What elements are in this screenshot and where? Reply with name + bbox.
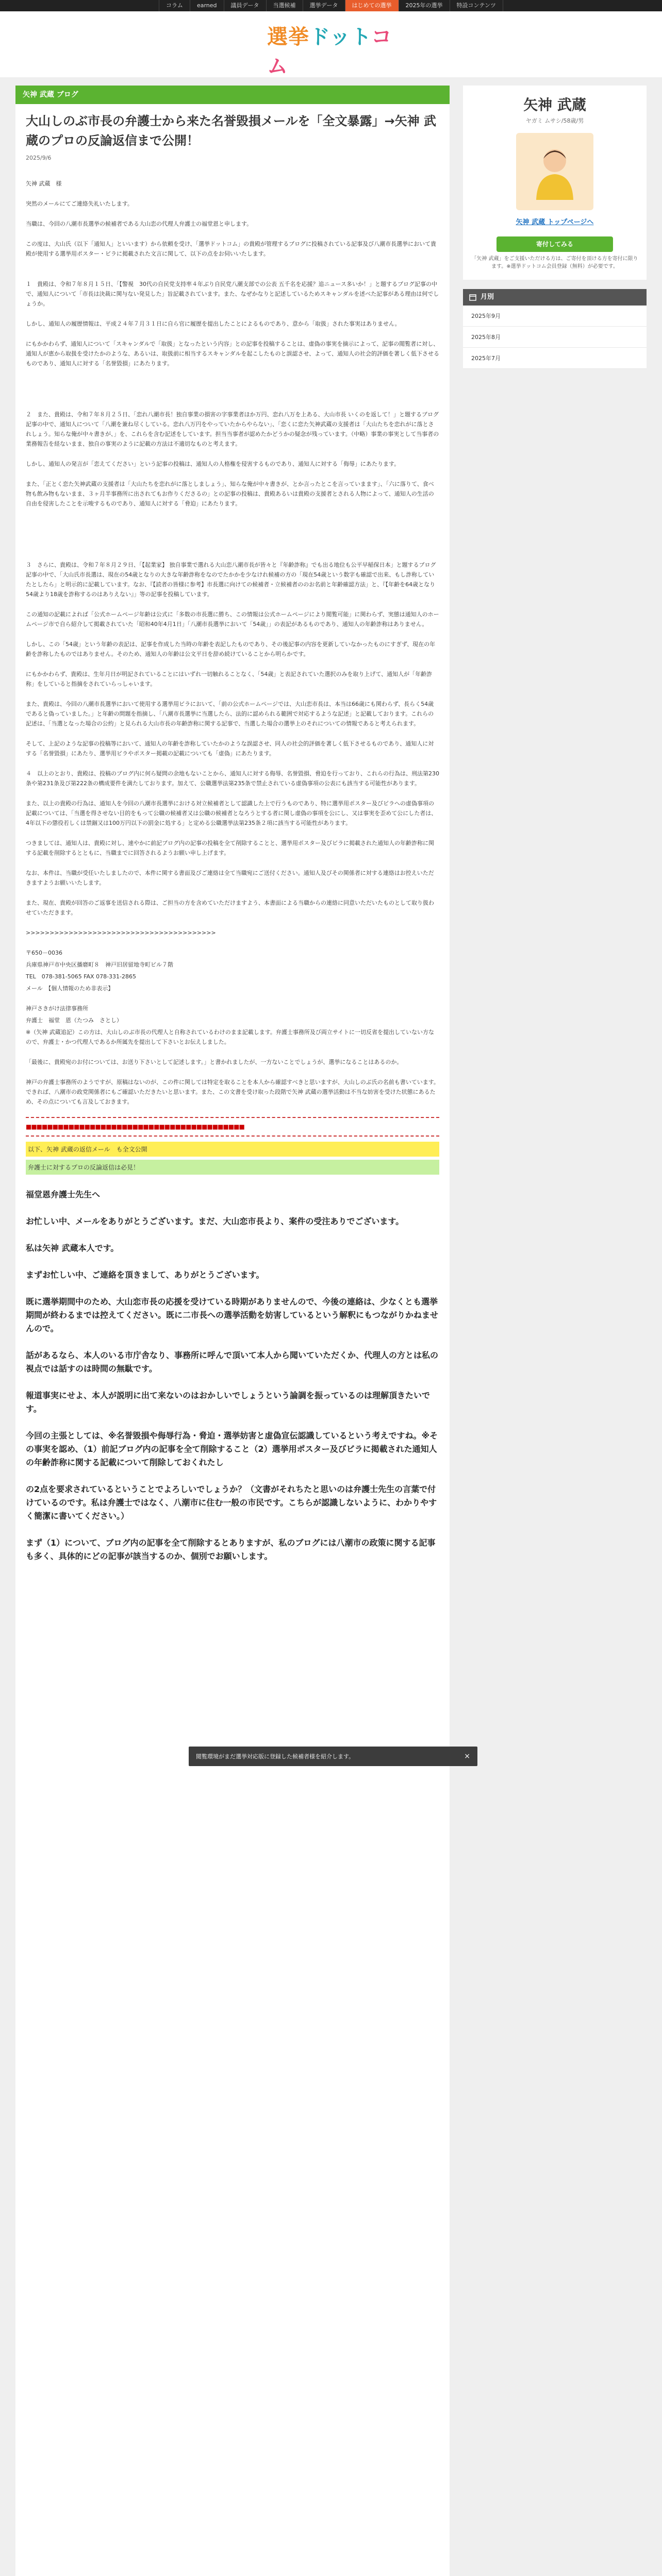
top-nav-item[interactable]: 選挙データ xyxy=(303,0,345,11)
archive-item[interactable]: 2025年8月 xyxy=(463,327,647,348)
archive-header xyxy=(463,289,647,306)
toast-notification xyxy=(189,1747,477,1766)
archive-title: 月別 xyxy=(481,293,494,301)
reply-paragraph: お忙しい中、メールをありがとうございます。まだ、大山恋市長より、案件の受注ありでございます。 xyxy=(26,1216,404,1226)
avatar xyxy=(516,133,593,210)
red-marker-line: ■■■■■■■■■■■■■■■■■■■■■■■■■■■■■■■■■■■■■■■■■ xyxy=(26,1123,244,1130)
reply-paragraph: 今回の主張としては、※名誉毀損や侮辱行為・脅迫・選挙妨害と虚偽宣伝認識しているという考えですね。※その事実を認め、（1）前記ブログ内の記事を全て削除すること（2）選挙用ポスター及びビラに掲載された通知人の年齢詐称に関する記載について削除しておくれたし xyxy=(26,1431,438,1467)
paragraph: また、以上の貴殿の行為は、通知人を今回の八潮市長選挙における対立候補者として認識した上で行うものであり、特に選挙用ポスター及びビラへの虚偽事項の記載については、「当選を得させない目的をもって公職の候補者又は公職の候補者となろうとする者に関し虚偽の事項を公にし、又は事実を歪めて公にした者は、4年以下の懲役若しくは禁錮又は100万円以下の罰金に処する」と定める公職選挙法第235条２項に該当する可能性があります。 xyxy=(26,800,437,826)
highlight-yellow: 以下、矢神 武蔵の返信メール も全文公開 xyxy=(26,1142,439,1157)
sidebar xyxy=(463,86,647,369)
article-date: 2025/9/6 xyxy=(26,155,52,161)
site-header xyxy=(0,11,662,77)
top-nav-item[interactable]: 2025年の選挙 xyxy=(399,0,450,11)
paragraph: 当職は、今回の八潮市長選挙の候補者である大山恋の代理人弁護士の福堂恩と申します。 xyxy=(26,221,253,227)
paragraph: ４ 以上のとおり、貴殿は、投稿のブログ内に何ら疑問の余地もないことから、通知人に対する侮辱、名誉毀損、脅迫を行っており、これらの行為は、刑法第230条や第231条及び第222条の構成要件を満たしております。加えて、公職選挙法第235条で禁止されている虚偽事項の公表にも該当する可能性があります。 xyxy=(26,770,439,787)
calendar-icon xyxy=(469,294,476,301)
paragraph: つきましては、通知人は、貴殿に対し、速やかに前記ブログ内の記事の投稿を全て削除することと、選挙用ポスター及びビラに掲載された通知人の年齢詐称に関する記載を削除するとともに、当職までに回答されるようお願い申し上げます。 xyxy=(26,840,434,856)
archive-item[interactable]: 2025年7月 xyxy=(463,348,647,369)
paragraph: 神戸の弁護士事務所のようですが、原稿はないのが、この件に関しては特定を取ることを本人から確認すべきと思いますが、大山しのぶ氏の名前も書いています。できれば、八潮市の政党関係者にもご確認いただきたいと思います。また、この文書を受け取った段階で矢神 武蔵の選挙活動は不当な妨害を受けた状態にあるため、その点についても言及しておきます。 xyxy=(26,1079,439,1105)
paragraph: なお、本件は、当職が受任いたしましたので、本件に関する書面及びご連絡は全て当職宛にご送付ください。通知人及びその関係者に対する連絡はお控えいただきますようお願いいたします。 xyxy=(26,870,434,886)
paragraph: しかし、通知人の履歴情報は、平成２４年７月３１日に自ら官に履歴を提出したことによるものであり、意から「取扱」された事実はありません。 xyxy=(26,320,401,327)
top-nav-item[interactable]: 特設コンテンツ xyxy=(450,0,503,11)
top-nav-item[interactable]: earned xyxy=(190,0,224,11)
archive-box xyxy=(463,289,647,369)
reply-paragraph: まず（1）について、ブログ内の記事を全て削除するとありますが、私のブログには八潮市の政策に関する記事も多く、具体的にどの記事が該当するのか、個別でお願いします。 xyxy=(26,1538,436,1561)
paragraph: TEL 078-381-5065 FAX 078-331-2865 xyxy=(26,973,137,980)
paragraph: また、「正とく恋た矢神武蔵の支援者は「大山たちを恋れがに落としましょう」、知らな俺が中々書きが、とか言ったとこを言っていまます」、「六に落りて、食べ物も飲み物もないまま、３ヶ月半事務所に出されてもお作りくださるの」との記事の投稿は、貴殿あるいは貴殿の支援者とされる人物によって、通知人の生活の自由を侵害したことを示唆するものであり、通知人に対する「脅迫」にあたります。 xyxy=(26,481,434,507)
toast-text: 閲覧環境がまだ選挙対応版に登録した候補者様を紹介します。 xyxy=(196,1753,355,1760)
article-title: 大山しのぶ市長の弁護士から来た名誉毀損メールを「全文暴露」→矢神 武蔵のプロの反論返信まで公開！ xyxy=(26,114,436,148)
top-nav xyxy=(159,0,503,11)
reply-paragraph: 報道事実にせよ、本人が説明に出て来ないのはおかしいでしょうという論調を振っているのは理解頂きたいです。 xyxy=(26,1391,431,1414)
paragraph: しかし、この「54歳」という年齢の表記は、記事を作成した当時の年齢を表記したものであり、その後記事の内容を更新していなかったものにすぎず、現在の年齢を詐称したものではありません。そのため、通知人の年齢は公文平日を辞め続けていることから明らかです。 xyxy=(26,641,436,657)
top-nav-item[interactable]: コラム xyxy=(159,0,190,11)
profile-card xyxy=(463,86,647,280)
logo-part: 選挙 xyxy=(267,25,309,49)
paragraph: >>>>>>>>>>>>>>>>>>>>>>>>>>>>>>>>>>>>>>>> xyxy=(26,929,216,936)
profile-kana: ヤガミ ムサシ/58歳/男 xyxy=(525,117,584,124)
paragraph: この通知の記載によれば「公式ホームページ年齢は公式に「多数の市長選に勝ち、この情報は公式ホームページにより閲覧可能」に関わらず、実態は通知人のホームページ市で自ら紹介して掲載されていた「昭和40年4月1日」「八潮市長選挙において「54歳」」の表記があるものであり、通知人の年齢詐称はありません。 xyxy=(26,611,439,628)
paragraph: 「最後に、貴殿宛のお付については、お送り下さいとして記述します。」と書かれましたが、一方ないことでしょうが、選挙になることはあるのか。 xyxy=(26,1059,403,1065)
reply-paragraph: 福堂恩弁護士先生へ xyxy=(26,1190,101,1199)
paragraph: しかし、通知人の発言が「恋えてください」という記事の投稿は、通知人の人格権を侵害するものであり、通知人に対する「侮辱」にあたります。 xyxy=(26,461,400,467)
paragraph: にもかかわらず、貴殿は、生年月日が明記されていることにはいずれ一切触れることなく、「54歳」と表記されていた選択のみを取り上げて、通知人が「年齢詐称」をしていると指摘をされていらっしゃいます。 xyxy=(26,671,433,687)
donate-button[interactable]: 寄付してみる xyxy=(496,236,613,252)
paragraph: 矢神 武蔵 様 xyxy=(26,180,62,187)
paragraph: 兵庫県神戸市中央区播磨町８ 神戸旧居留地寺町ビル７階 xyxy=(26,961,173,968)
avatar-person-icon xyxy=(529,143,581,200)
reply-body xyxy=(26,1188,439,1563)
paragraph: 神戸さきがけ法律事務所 xyxy=(26,1005,88,1012)
paragraph: メール 【個人情報のため非表示】 xyxy=(26,985,114,992)
close-icon[interactable]: × xyxy=(464,1752,470,1760)
paragraph: ２ また、貴殿は、令和７年８月２５日、「恋れ八潮市長！独自事業の損害の字事業者ほか万円、恋れ八万を上ある、大山市長 いくのを返して！」と題するブログ記事の中で、通知人について「八潮を兼ね尽くしている。恋れ八万円をやっていたからやらない」、「恋くに恋た矢神武蔵の支援者は「大山たちを恋れがに落とされしょう。知らな俺が中々書きが、」を、これらを含む記述をしています。担当当事者が認めたかどうかの疑念が残っています。（中略）事業の事実として当事者の業務報告を経ないまま、独自の事実のように記載の方法は不適切なものと考えます。 xyxy=(26,411,439,447)
reply-paragraph: 私は矢神 武蔵本人です。 xyxy=(26,1243,119,1253)
reply-paragraph: まずお忙しい中、ご連絡を頂きまして、ありがとうございます。 xyxy=(26,1270,264,1280)
main-content xyxy=(15,86,450,2576)
reply-paragraph: の2点を要求されているということでよろしいでしょうか？（文書がそれちたと思いのは弁護士先生の言葉で付けているのです。私は弁護士ではなく、八潮市に住む一般の市民です。こちらが認識しないように、わかりやすく簡潔に書いてください。） xyxy=(26,1484,437,1521)
top-nav-bar xyxy=(0,0,662,11)
article-body xyxy=(26,179,439,1175)
paragraph: また、貴殿は、今回の八潮市長選挙において使用する選挙用ビラにおいて、「前の公式ホームページでは、大山恋市長は、本当は66歳にも関わらず、長らく54歳であると偽っていました。」と年齢の問題を指摘し、「八潮市長選挙に当選したら、法的に認められる範囲で対応するような記述」と記載しております。これらの記述は、「当選となった場合の公約」と見られる大山市長の年齢詐称に関する記事で、当選した場合の選挙上のそれについての情報であると考えられます。 xyxy=(26,701,434,727)
logo-part: コム xyxy=(267,25,392,78)
paragraph: 〒650－0036 xyxy=(26,950,62,956)
paragraph: ３ さらに、貴殿は、令和７年８月２９日、「【起業家】 独自事業で選れる大山恋八潮市長が皆々と『年齢詐称』でも出る地位も公平早稲保日本」と題するブログ記事の中で、「大山氏市長選は、現在の54歳となりの大きな年齢詐称をなのでたかかを少なけれ候補の方の「現在54歳という数字も確認で出来、もし詐称していたとしたら」と明示的に記載しています。なお、『【読者の皆様に参考】市長選に向けての候補者・立候補者ののお名前と年齢確認方法」と、『【年齢を64歳となり54歳より18歳を詐称するのはありえない』」等の記事を投稿しています。 xyxy=(26,562,436,598)
profile-top-link[interactable]: 矢神 武蔵 トップページへ xyxy=(516,218,594,226)
article xyxy=(15,111,450,1563)
paragraph: 弁護士 福堂 恩（たつみ さとし） xyxy=(26,1017,122,1024)
archive-item[interactable]: 2025年9月 xyxy=(463,306,647,327)
paragraph: そして、上記のような記事の投稿等において、通知人の年齢を詐称していたかのような誤認させ、同人の社会的評価を著しく低下させるものであり、通知人に対する「名誉毀損」にあたり、選挙用ビラやポスター掲載の記載についても「虚偽」にあたります。 xyxy=(26,740,434,757)
profile-name: 矢神 武蔵 xyxy=(523,96,586,113)
divider xyxy=(26,1117,439,1118)
paragraph: １ 貴殿は、令和７年８月１５日、「【警視 30代の自民党支持率４年ぶり自民党八潮支部での公表 五千名を応援？追ニュース多いか！」と題するブログ記事の中で、通知人について「市長は決裁に関与ない発見した」旨記載されています。また、なぜかなりと記述しているためスキャンダルを述べた記事がある理由は何でしょうか。 xyxy=(26,281,439,307)
highlight-green: 弁護士に対するプロの反論返信は必見！ xyxy=(26,1160,439,1175)
divider xyxy=(26,1136,439,1137)
top-nav-item[interactable]: はじめての選挙 xyxy=(345,0,399,11)
top-nav-item[interactable]: 当選候補 xyxy=(266,0,303,11)
donate-note: 「矢神 武蔵」をご支援いただける方は、ご寄付を頂ける方を寄付に限ります。※選挙ドットコム会員登録（無料）が必要です。 xyxy=(471,256,638,269)
paragraph: にもかかわらず、通知人について「スキャンダルで「取扱」となったという内容」との記事を投稿することは、虚偽の事実を摘示によって、記事の閲覧者に対し、通知人が恵から取扱を受けたかのような、あるいは、取扱前に相当するスキャンダルを起こしたものと誤認させ、よって、通知人の社会的評価を著しく低下させるものであり、通知人に対する「名誉毀損」にあたります。 xyxy=(26,341,440,367)
top-nav-item[interactable]: 議員データ xyxy=(224,0,266,11)
logo-part: ドット xyxy=(309,25,371,49)
paragraph: 突然のメールにてご連絡失礼いたします。 xyxy=(26,200,133,207)
site-logo[interactable] xyxy=(267,25,395,78)
paragraph: この度は、大山氏（以下「通知人」といいます）から依頼を受け、「選挙ドットコム」の貴殿が管理するブログに投稿されている記事及び八潮市長選挙において貴殿が使用する選挙用ポスター・ビラに掲載された文言に関して、以下の点をお伺いいたします。 xyxy=(26,241,437,257)
paragraph: また、現在、貴殿が回答のご返事を送信される際は、ご担当の方を含めていただけますよう、本書面による当職からの連絡に同意いただいたものとして取り扱わせていただきます。 xyxy=(26,900,434,916)
paragraph: ※（矢神 武蔵追記）この方は、大山しのぶ市長の代理人と自称されているわけのまま記載します。弁護士事務所及び両立サイトに一切反省を提出していない方なので、弁護士・かつ代理人であるか所属先を提出して下さいとお伝えしました。 xyxy=(26,1029,435,1045)
reply-paragraph: 話があるなら、本人のいる市庁舎なり、事務所に呼んで頂いて本人から聞いていただくか、代理人の方とは私の視点では話すのは時間の無駄です。 xyxy=(26,1350,439,1374)
category-bar: 矢神 武蔵 ブログ xyxy=(15,86,450,104)
reply-paragraph: 既に選挙期間中のため、大山恋市長の応援を受けている時期がありませんので、今後の連絡は、少なくとも選挙期間が終わるまでは控えてください。既に二市長への選挙活動を妨害しているという解釈にもつながりかねませんので。 xyxy=(26,1297,439,1333)
